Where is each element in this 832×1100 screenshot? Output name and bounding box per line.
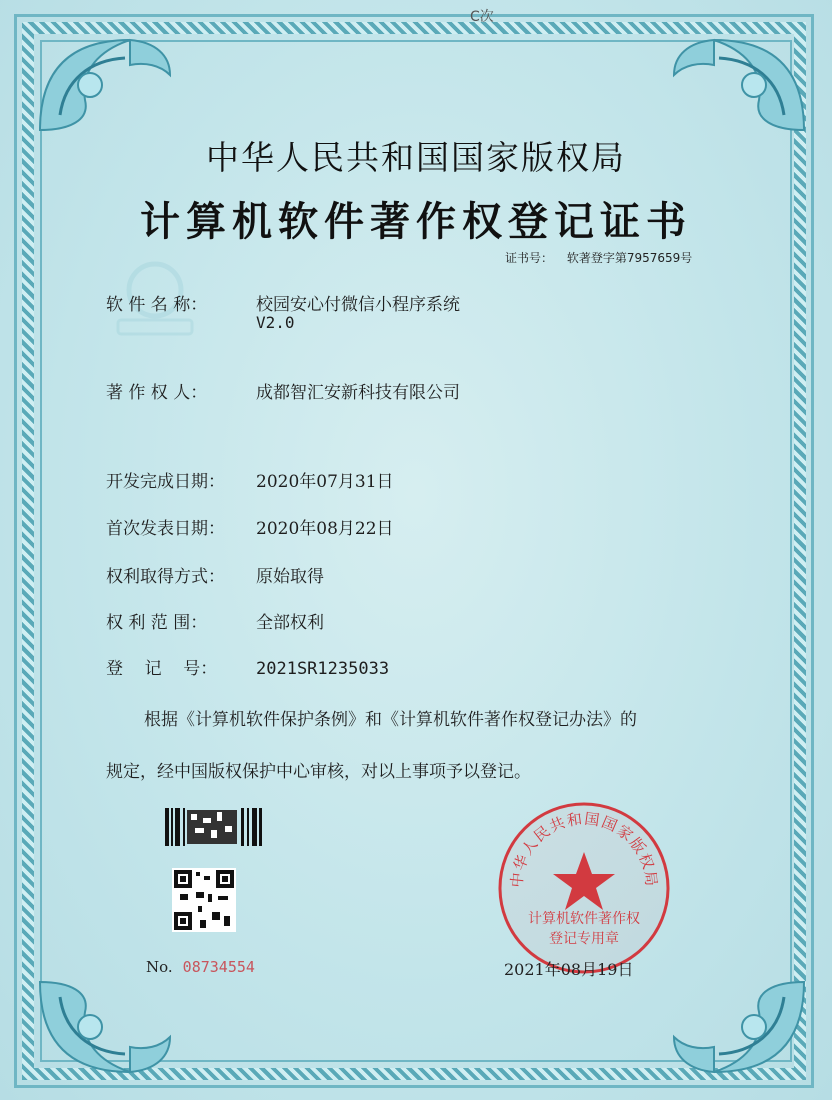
field-software-name: [106, 290, 460, 315]
corner-ornament-icon: [30, 972, 180, 1082]
field-value: 原始取得: [256, 567, 324, 587]
field-reg-no: [106, 654, 389, 679]
field-label: 权利取得方式：: [106, 567, 225, 587]
statement-line-2: 规定，经中国版权保护中心审核，对以上事项予以登记。: [106, 762, 531, 782]
field-value: 校园安心付微信小程序系统: [256, 295, 460, 315]
field-dev-date: [106, 467, 394, 492]
serial-label: No.: [146, 958, 173, 976]
serial-value: 08734554: [182, 958, 255, 976]
serial-number: [146, 958, 255, 976]
field-value: 2021SR1235033: [256, 659, 390, 679]
seal-line-1: 计算机软件著作权: [528, 911, 640, 927]
official-seal-icon: [496, 800, 672, 976]
seal-ring-text: 中华人民共和国国家版权局: [507, 809, 661, 889]
certificate-number: [505, 249, 692, 266]
field-scope: [106, 608, 324, 633]
field-value: 2020年07月31日: [256, 472, 394, 492]
seal-line-2: 登记专用章: [549, 931, 619, 947]
field-owner: [106, 378, 460, 403]
cert-no-value: 软著登字第7957659号: [566, 251, 693, 265]
field-label: 开发完成日期：: [106, 472, 225, 492]
field-label: 首次发表日期：: [106, 519, 225, 539]
qr-code-icon: [172, 868, 236, 932]
field-value: 2020年08月22日: [256, 519, 394, 539]
field-acquire-method: [106, 562, 324, 587]
issue-date: 2021年08月19日: [504, 960, 634, 979]
field-label: 权 利 范 围：: [106, 613, 208, 633]
certificate-title: 计算机软件著作权登记证书: [140, 198, 692, 245]
field-label: 软 件 名 称：: [106, 295, 208, 315]
authority-title: 中华人民共和国国家版权局: [206, 138, 626, 177]
barcode-icon: [165, 808, 263, 846]
field-label: 著 作 权 人：: [106, 383, 208, 403]
software-version: V2.0: [256, 313, 295, 332]
corner-ornament-icon: [30, 30, 180, 140]
corner-ornament-icon: [664, 30, 814, 140]
statement-line-1: 根据《计算机软件保护条例》和《计算机软件著作权登记办法》的: [144, 710, 637, 730]
field-label: 登 记 号：: [106, 659, 218, 679]
corner-ornament-icon: [664, 972, 814, 1082]
field-value: 全部权利: [256, 613, 324, 633]
field-value: 成都智汇安新科技有限公司: [256, 383, 460, 403]
handwritten-note: C次: [470, 9, 494, 25]
cert-no-label: 证书号：: [505, 251, 554, 265]
field-publish-date: [106, 514, 394, 539]
